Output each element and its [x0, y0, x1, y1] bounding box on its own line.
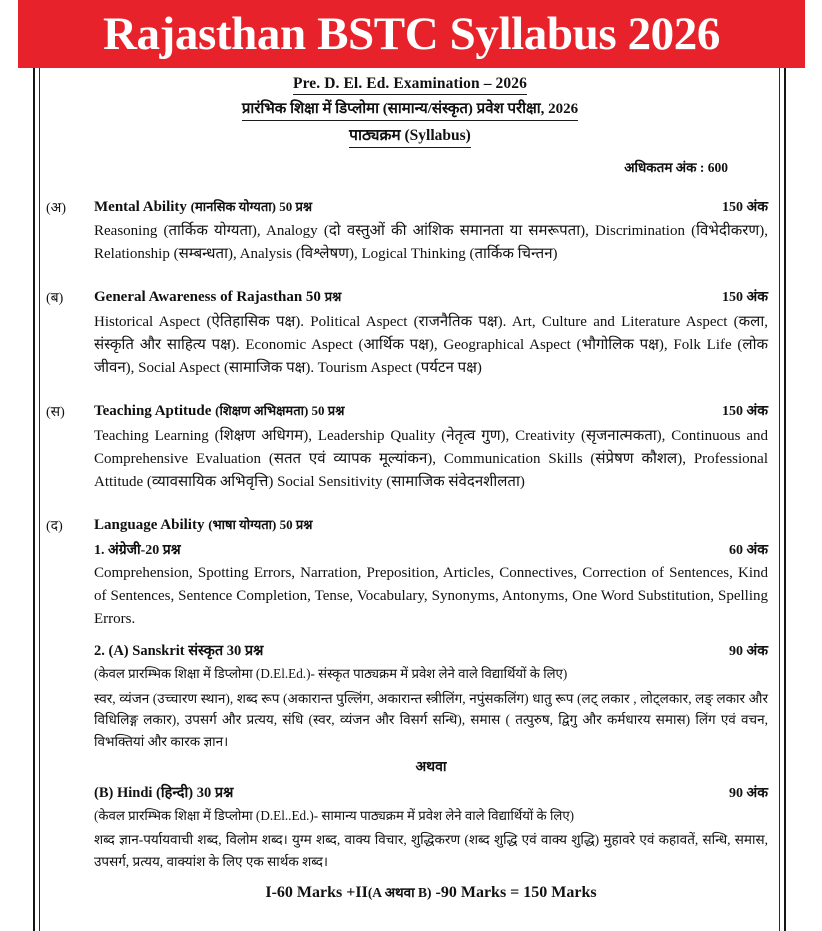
page-title: Rajasthan BSTC Syllabus 2026 — [103, 7, 720, 60]
section-title-d — [94, 515, 768, 535]
language-part2a-note: (केवल प्रारम्भिक शिक्षा में डिप्लोमा (D.El.Ed.)- संस्कृत पाठ्यक्रम में प्रवेश लेने वाले विद्यार्थियों के लिए) — [94, 666, 568, 682]
section-title-hi-d: (भाषा योग्यता) 50 प्रश्न — [208, 517, 313, 533]
language-part2b-marks: 90 अंक — [729, 786, 768, 802]
language-part1-label: 1. अंग्रेजी-20 प्रश्न — [94, 542, 181, 558]
section-title-c — [94, 401, 344, 421]
syllabus-section-general-awareness — [46, 287, 774, 380]
section-title-row-a — [94, 197, 768, 217]
total-marks-part-c: -90 Marks = 150 Marks — [431, 884, 597, 901]
section-title-hi-b: प्रश्न — [324, 289, 342, 305]
syllabus-section-teaching-aptitude — [46, 401, 774, 494]
page-title-banner — [18, 0, 805, 68]
syllabus-section-mental-ability — [46, 197, 774, 267]
page-border-right-outer — [784, 60, 786, 931]
section-title-b — [94, 287, 341, 307]
section-title-en-a: Mental Ability — [94, 198, 191, 215]
section-body-b — [94, 287, 774, 380]
section-marker-d: (द) — [46, 519, 63, 535]
spacer-after-english — [94, 631, 768, 640]
exam-name-hindi-heading: प्रारंभिक शिक्षा में डिप्लोमा (सामान्य/संस्कृत) प्रवेश परीक्षा, 2026 — [242, 100, 578, 121]
section-body-d — [94, 515, 774, 902]
section-marks-b: 150 अंक — [722, 290, 768, 306]
language-part1-head — [94, 540, 768, 559]
section-description-a: Reasoning (तार्किक योग्यता), Analogy (दो वस्तुओं की आंशिक समानता या समरूपता), Discrimination (विभेदीकरण), Relationship (सम्बन्धता), Analysis (विश्लेषण), Logical Thinking (तार्किक चिन्तन) — [94, 222, 768, 263]
page-border-left-outer — [33, 60, 35, 931]
section-description-b: Historical Aspect (ऐतिहासिक पक्ष). Political Aspect (राजनैतिक पक्ष). Art, Culture and Literature Aspect (कला, संस्कृति और साहित्य पक्ष). Economic Aspect (आर्थिक पक्ष), Geographical Aspect (भौगोलिक पक्ष), Folk Life (लोक जीवन), Social Aspect (सामाजिक पक्ष). Tourism Aspect (पर्यटन पक्ष) — [94, 313, 768, 377]
total-marks-part-a: I-60 Marks +II — [265, 884, 368, 901]
language-part1-description: Comprehension, Spotting Errors, Narration, Preposition, Articles, Connectives, Correction of Sentences, Kind of Sentences, Sentence Completion, Tense, Vocabulary, Synonyms, Antonyms, One Word Substitution, Spelling Errors. — [94, 564, 768, 628]
section-marks-a: 150 अंक — [722, 199, 768, 215]
document-heading-block — [46, 68, 774, 148]
section-title-row-c — [94, 401, 768, 421]
syllabus-heading: पाठ्यक्रम (Syllabus) — [349, 126, 471, 147]
heading-row-2 — [46, 100, 774, 121]
language-part2b-description: शब्द ज्ञान-पर्यायवाची शब्द, विलोम शब्द। युग्म शब्द, वाक्य विचार, शुद्धिकरण (शब्द शुद्धि एवं वाक्य शुद्धि) मुहावरे एवं कहावतें, सन्धि, समास, उपसर्ग, प्रत्यय, वाक्यांश के लिए एक सार्थक शब्द। — [94, 832, 768, 870]
section-body-c — [94, 401, 774, 494]
language-part2a-marks: 90 अंक — [729, 644, 768, 660]
exam-name-heading: Pre. D. El. Ed. Examination – 2026 — [293, 74, 527, 95]
language-part2b-label: (B) Hindi (हिन्दी) 30 प्रश्न — [94, 785, 234, 802]
athava-divider: अथवा — [415, 760, 447, 776]
page-border-right-inner — [779, 60, 780, 931]
section-marker-c: (स) — [46, 405, 65, 421]
section-title-row-b — [94, 287, 768, 307]
heading-row-1 — [46, 74, 774, 95]
language-part2a-head — [94, 640, 768, 660]
section-description-c: Teaching Learning (शिक्षण अधिगम), Leadership Quality (नेतृत्व गुण), Creativity (सृजनात्मकता), Continuous and Comprehensive Evaluation (सतत एवं व्यापक मूल्यांकन), Communication Skills (संप्रेषण कौशल), Professional Attitude (व्यावसायिक अभिवृत्ति) Social Sensitivity (सामाजिक संवेदनशीलता) — [94, 427, 768, 491]
section-title-en-c: Teaching Aptitude — [94, 403, 216, 420]
section-marker-b: (ब) — [46, 291, 64, 307]
syllabus-section-language-ability — [46, 515, 774, 902]
language-part1-marks: 60 अंक — [729, 542, 768, 558]
section-title-en-d: Language Ability — [94, 517, 209, 534]
section-title-hi-a: (मानसिक योग्यता) 50 प्रश्न — [190, 198, 313, 214]
section-title-a — [94, 197, 312, 217]
page-border-left-inner — [39, 60, 40, 931]
language-part2b-head — [94, 782, 768, 802]
maximum-marks-label: अधिकतम अंक : 600 — [624, 159, 728, 175]
section-title-en-b: General Awareness of Rajasthan 50 — [94, 289, 325, 306]
total-marks-line — [94, 883, 768, 902]
language-part2a-label: 2. (A) Sanskrit संस्कृत 30 प्रश्न — [94, 643, 264, 660]
language-part2a-description: स्वर, व्यंजन (उच्चारण स्थान), शब्द रूप (अकारान्त पुल्लिंग, अकारान्त स्त्रीलिंग, नपुंसकलिंग) धातु रूप (लट् लकार , लोट्लकार, लङ् लकार और विधिलिङ्ग लकार), उपसर्ग और प्रत्यय, संधि (स्वर, व्यंजन और विसर्ग सन्धि), समास ( तत्पुरुष, द्विगु और कर्मधारय समास) लिंग एवं वचन, विभक्तियां और कारक ज्ञान। — [94, 690, 768, 750]
section-title-hi-c: (शिक्षण अभिक्षमता) 50 प्रश्न — [215, 403, 345, 419]
section-body-a — [94, 197, 774, 267]
document-content — [46, 68, 774, 928]
language-part2b-note: (केवल प्रारम्भिक शिक्षा में डिप्लोमा (D.El..Ed.)- सामान्य पाठ्यक्रम में प्रवेश लेने वाले विद्यार्थियों के लिए) — [94, 808, 575, 824]
section-marks-c: 150 अंक — [722, 404, 768, 420]
section-marker-a: (अ) — [46, 200, 67, 216]
heading-row-3 — [46, 126, 774, 147]
total-marks-part-b: (A अथवा B) — [367, 885, 432, 900]
